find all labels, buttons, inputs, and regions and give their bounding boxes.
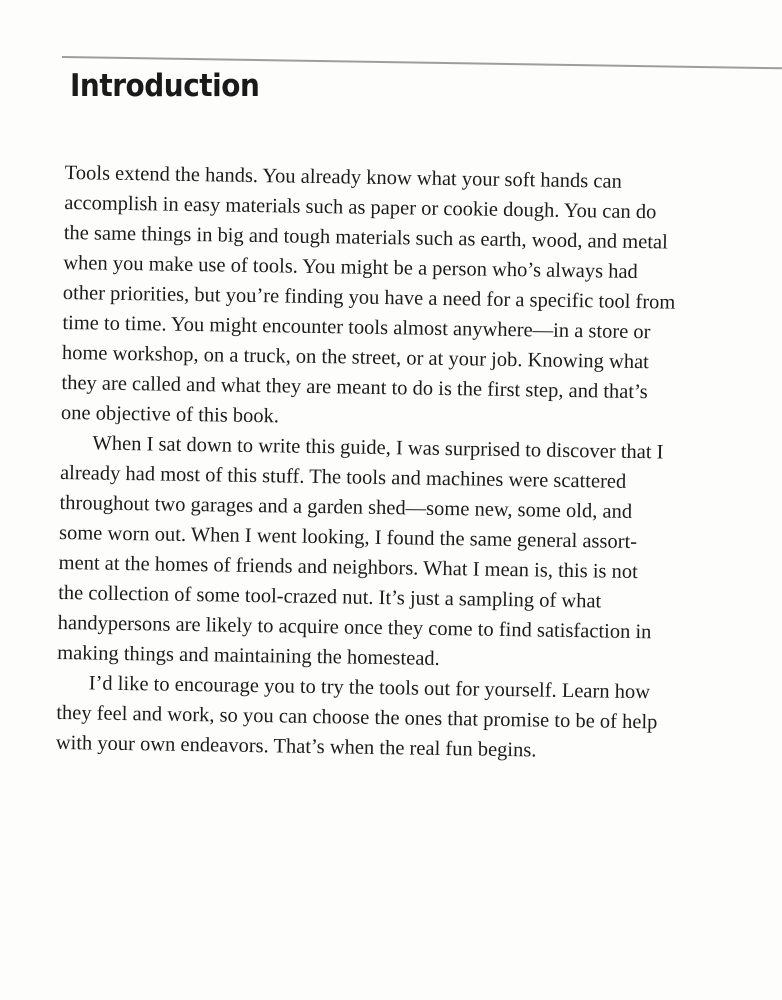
text-line: when you make use of tools. You might be a person who’s always had bbox=[63, 251, 638, 284]
text-line: the same things in big and tough materials such as earth, wood, and metal bbox=[63, 221, 668, 254]
text-line: the collection of some tool-crazed nut. It’s just a sampling of what bbox=[57, 581, 602, 613]
text-line: time to time. You might encounter tools almost anywhere—in a store or bbox=[62, 311, 651, 344]
text-line: throughout two garages and a garden shed—some new, some old, and bbox=[59, 491, 633, 523]
text-line: other priorities, but you’re finding you have a need for a specific tool from bbox=[62, 281, 676, 314]
text-line: some worn out. When I went looking, I found the same general assort- bbox=[58, 521, 638, 554]
text-line: they feel and work, so you can choose the ones that promise to be of help bbox=[56, 701, 658, 734]
text-line: ment at the homes of friends and neighbors. What I mean is, this is not bbox=[58, 551, 638, 584]
text-line: When I sat down to write this guide, I was surprised to discover that I bbox=[92, 432, 664, 464]
text-line: with your own endeavors. That’s when the real fun begins. bbox=[55, 731, 537, 762]
text-line: they are called and what they are meant to do is the first step, and that’s bbox=[61, 371, 648, 404]
text-line: accomplish in easy materials such as paper or cookie dough. You can do bbox=[64, 191, 657, 224]
text-line: handypersons are likely to acquire once they come to find satisfaction in bbox=[57, 611, 652, 644]
paragraph-2 bbox=[57, 428, 761, 679]
text-line: I’d like to encourage you to try the tools out for yourself. Learn how bbox=[88, 672, 651, 704]
text-line: one objective of this book. bbox=[60, 401, 280, 428]
chapter-heading: Introduction bbox=[70, 68, 260, 104]
paragraph-3 bbox=[56, 668, 757, 769]
body-text bbox=[56, 158, 765, 769]
text-line: home workshop, on a truck, on the street, or at your job. Knowing what bbox=[61, 341, 650, 374]
text-line: Tools extend the hands. You already know what your soft hands can bbox=[64, 161, 622, 193]
text-line: already had most of this stuff. The tools and machines were scattered bbox=[59, 461, 627, 493]
text-line: making things and maintaining the homestead. bbox=[57, 641, 440, 670]
paragraph-1 bbox=[61, 158, 765, 439]
